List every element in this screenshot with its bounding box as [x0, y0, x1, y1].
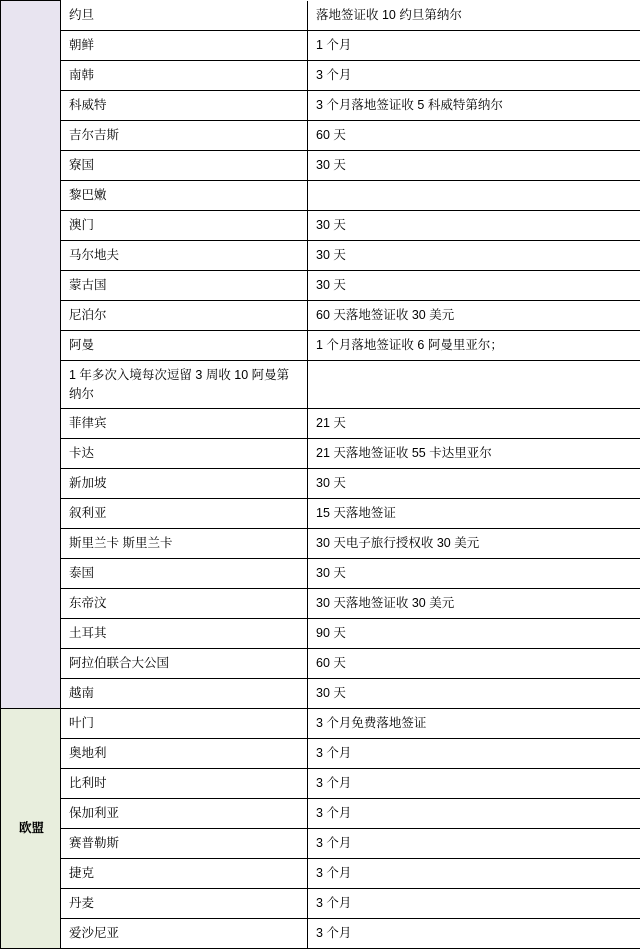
visa-detail: 3 个月 [308, 799, 640, 829]
table-row [1, 529, 640, 559]
visa-detail: 30 天落地签证收 30 美元 [308, 589, 640, 619]
country-name: 马尔地夫 [61, 241, 308, 271]
country-name: 斯里兰卡 斯里兰卡 [61, 529, 308, 559]
table-row [1, 409, 640, 439]
visa-detail: 30 天 [308, 151, 640, 181]
country-name: 1 年多次入境每次逗留 3 周收 10 阿曼第纳尔 [61, 361, 308, 409]
country-name: 奥地利 [61, 739, 308, 769]
visa-detail: 3 个月 [308, 859, 640, 889]
table-body [1, 1, 640, 949]
country-name: 比利时 [61, 769, 308, 799]
group-label-asia [1, 1, 61, 709]
visa-detail: 30 天 [308, 241, 640, 271]
visa-detail: 30 天 [308, 469, 640, 499]
table-row [1, 241, 640, 271]
country-name: 阿拉伯联合大公国 [61, 649, 308, 679]
visa-detail: 30 天 [308, 679, 640, 709]
visa-detail: 3 个月落地签证收 5 科威特第纳尔 [308, 91, 640, 121]
visa-detail: 3 个月 [308, 919, 640, 949]
visa-detail: 90 天 [308, 619, 640, 649]
table-row [1, 31, 640, 61]
country-name: 卡达 [61, 439, 308, 469]
country-name: 阿曼 [61, 331, 308, 361]
country-name: 朝鲜 [61, 31, 308, 61]
visa-detail: 60 天 [308, 649, 640, 679]
visa-detail: 3 个月 [308, 769, 640, 799]
visa-detail: 30 天 [308, 271, 640, 301]
table-row [1, 469, 640, 499]
country-name: 寮国 [61, 151, 308, 181]
country-name: 南韩 [61, 61, 308, 91]
table-row [1, 739, 640, 769]
country-name: 越南 [61, 679, 308, 709]
country-name: 赛普勒斯 [61, 829, 308, 859]
country-name: 吉尔吉斯 [61, 121, 308, 151]
table-row [1, 799, 640, 829]
table-row [1, 859, 640, 889]
table-row [1, 271, 640, 301]
table-row [1, 301, 640, 331]
table-row [1, 331, 640, 361]
country-name: 约旦 [61, 1, 308, 31]
country-name: 蒙古国 [61, 271, 308, 301]
visa-detail: 30 天 [308, 211, 640, 241]
table-row [1, 709, 640, 739]
table-row [1, 151, 640, 181]
table-row [1, 1, 640, 31]
visa-detail: 60 天落地签证收 30 美元 [308, 301, 640, 331]
country-name: 新加坡 [61, 469, 308, 499]
group-label-eu: 欧盟 [1, 709, 61, 949]
visa-detail [308, 361, 640, 409]
table-row [1, 559, 640, 589]
visa-detail: 15 天落地签证 [308, 499, 640, 529]
table-row [1, 439, 640, 469]
table-row [1, 589, 640, 619]
country-name: 东帝汶 [61, 589, 308, 619]
visa-detail: 21 天落地签证收 55 卡达里亚尔 [308, 439, 640, 469]
visa-detail: 1 个月落地签证收 6 阿曼里亚尔； [308, 331, 640, 361]
country-name: 土耳其 [61, 619, 308, 649]
table-row [1, 679, 640, 709]
country-name: 澳门 [61, 211, 308, 241]
country-name: 尼泊尔 [61, 301, 308, 331]
country-name: 保加利亚 [61, 799, 308, 829]
country-name: 泰国 [61, 559, 308, 589]
table-row [1, 361, 640, 409]
table-row [1, 889, 640, 919]
table-row [1, 121, 640, 151]
visa-detail [308, 181, 640, 211]
table-row [1, 649, 640, 679]
table-row [1, 919, 640, 949]
visa-detail: 3 个月 [308, 829, 640, 859]
country-name: 丹麦 [61, 889, 308, 919]
visa-detail: 30 天电子旅行授权收 30 美元 [308, 529, 640, 559]
country-name: 叶门 [61, 709, 308, 739]
table-row [1, 61, 640, 91]
country-name: 科威特 [61, 91, 308, 121]
table-row [1, 91, 640, 121]
table-row [1, 499, 640, 529]
country-name: 黎巴嫩 [61, 181, 308, 211]
country-name: 爱沙尼亚 [61, 919, 308, 949]
visa-detail: 1 个月 [308, 31, 640, 61]
visa-detail: 3 个月 [308, 739, 640, 769]
table-row [1, 619, 640, 649]
table-row [1, 211, 640, 241]
table-row [1, 769, 640, 799]
country-name: 菲律宾 [61, 409, 308, 439]
visa-detail: 60 天 [308, 121, 640, 151]
country-name: 捷克 [61, 859, 308, 889]
visa-detail: 落地签证收 10 约旦第纳尔 [308, 1, 640, 31]
visa-detail: 30 天 [308, 559, 640, 589]
visa-detail: 21 天 [308, 409, 640, 439]
table-row [1, 829, 640, 859]
country-name: 叙利亚 [61, 499, 308, 529]
visa-detail: 3 个月 [308, 61, 640, 91]
table-row [1, 181, 640, 211]
visa-detail: 3 个月免费落地签证 [308, 709, 640, 739]
visa-detail: 3 个月 [308, 889, 640, 919]
